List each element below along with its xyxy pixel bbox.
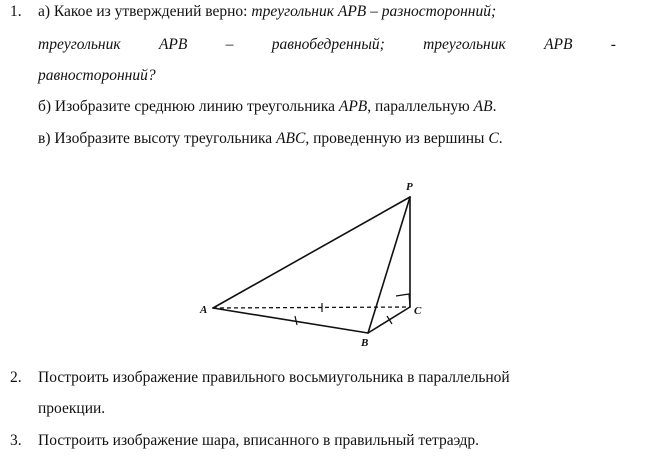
problem-1a-line-2 <box>38 36 616 54</box>
vertex-label-C: C <box>414 305 422 317</box>
problem-1a-word: APB <box>158 36 188 53</box>
problem-1c-suffix: . <box>498 130 503 147</box>
problem-1a-word: равнобедренный; <box>271 36 385 53</box>
problem-1a-word: треугольник <box>423 36 506 53</box>
problem-1c <box>38 130 503 148</box>
edge-AB <box>213 308 368 333</box>
vertex-label-P: P <box>406 181 413 193</box>
problem-1b-prefix: б) Изобразите среднюю линию треугольника <box>38 98 339 115</box>
edge-AC-hidden <box>213 307 410 308</box>
problem-1a-line-1 <box>38 3 496 21</box>
problem-1a-option-1: треугольник APB – разносторонний; <box>251 3 497 20</box>
problem-1c-prefix: в) Изобразите высоту треугольника <box>38 130 277 147</box>
problem-1a-word: – <box>225 36 234 53</box>
problem-1b-segment: AB <box>473 98 493 115</box>
problem-1a-prefix: а) Какое из утверждений верно: <box>38 3 252 20</box>
problem-1a-word: треугольник <box>38 36 121 53</box>
problem-1b-triangle: APB <box>338 98 368 115</box>
vertex-label-A: A <box>200 304 208 316</box>
vertex-label-B: B <box>361 337 369 349</box>
problem-3-line-1: Построить изображение шара, вписанного в правильный тетраэдр. <box>38 432 480 449</box>
problem-1a-word: - <box>610 36 616 53</box>
problem-3-number: 3. <box>10 432 22 449</box>
geometry-figure <box>190 172 450 352</box>
problem-1c-middle: , проведенную из вершины <box>305 130 489 147</box>
problem-2-number: 2. <box>10 369 22 386</box>
problem-1b-middle: , параллельную <box>367 98 474 115</box>
problem-1c-vertex: C <box>488 130 499 147</box>
problem-1b-suffix: . <box>492 98 497 115</box>
problem-1a-line-3: равносторонний? <box>38 67 156 84</box>
problem-1c-triangle: ABC <box>276 130 306 147</box>
problem-2-line-2: проекции. <box>38 400 106 417</box>
problem-2-line-1: Построить изображение правильного восьмиугольника в параллельной <box>38 369 510 386</box>
problem-1b <box>38 98 496 116</box>
right-angle-mark <box>396 294 410 307</box>
problem-1a-word: APB <box>544 36 573 53</box>
problem-1-number: 1. <box>10 3 22 20</box>
